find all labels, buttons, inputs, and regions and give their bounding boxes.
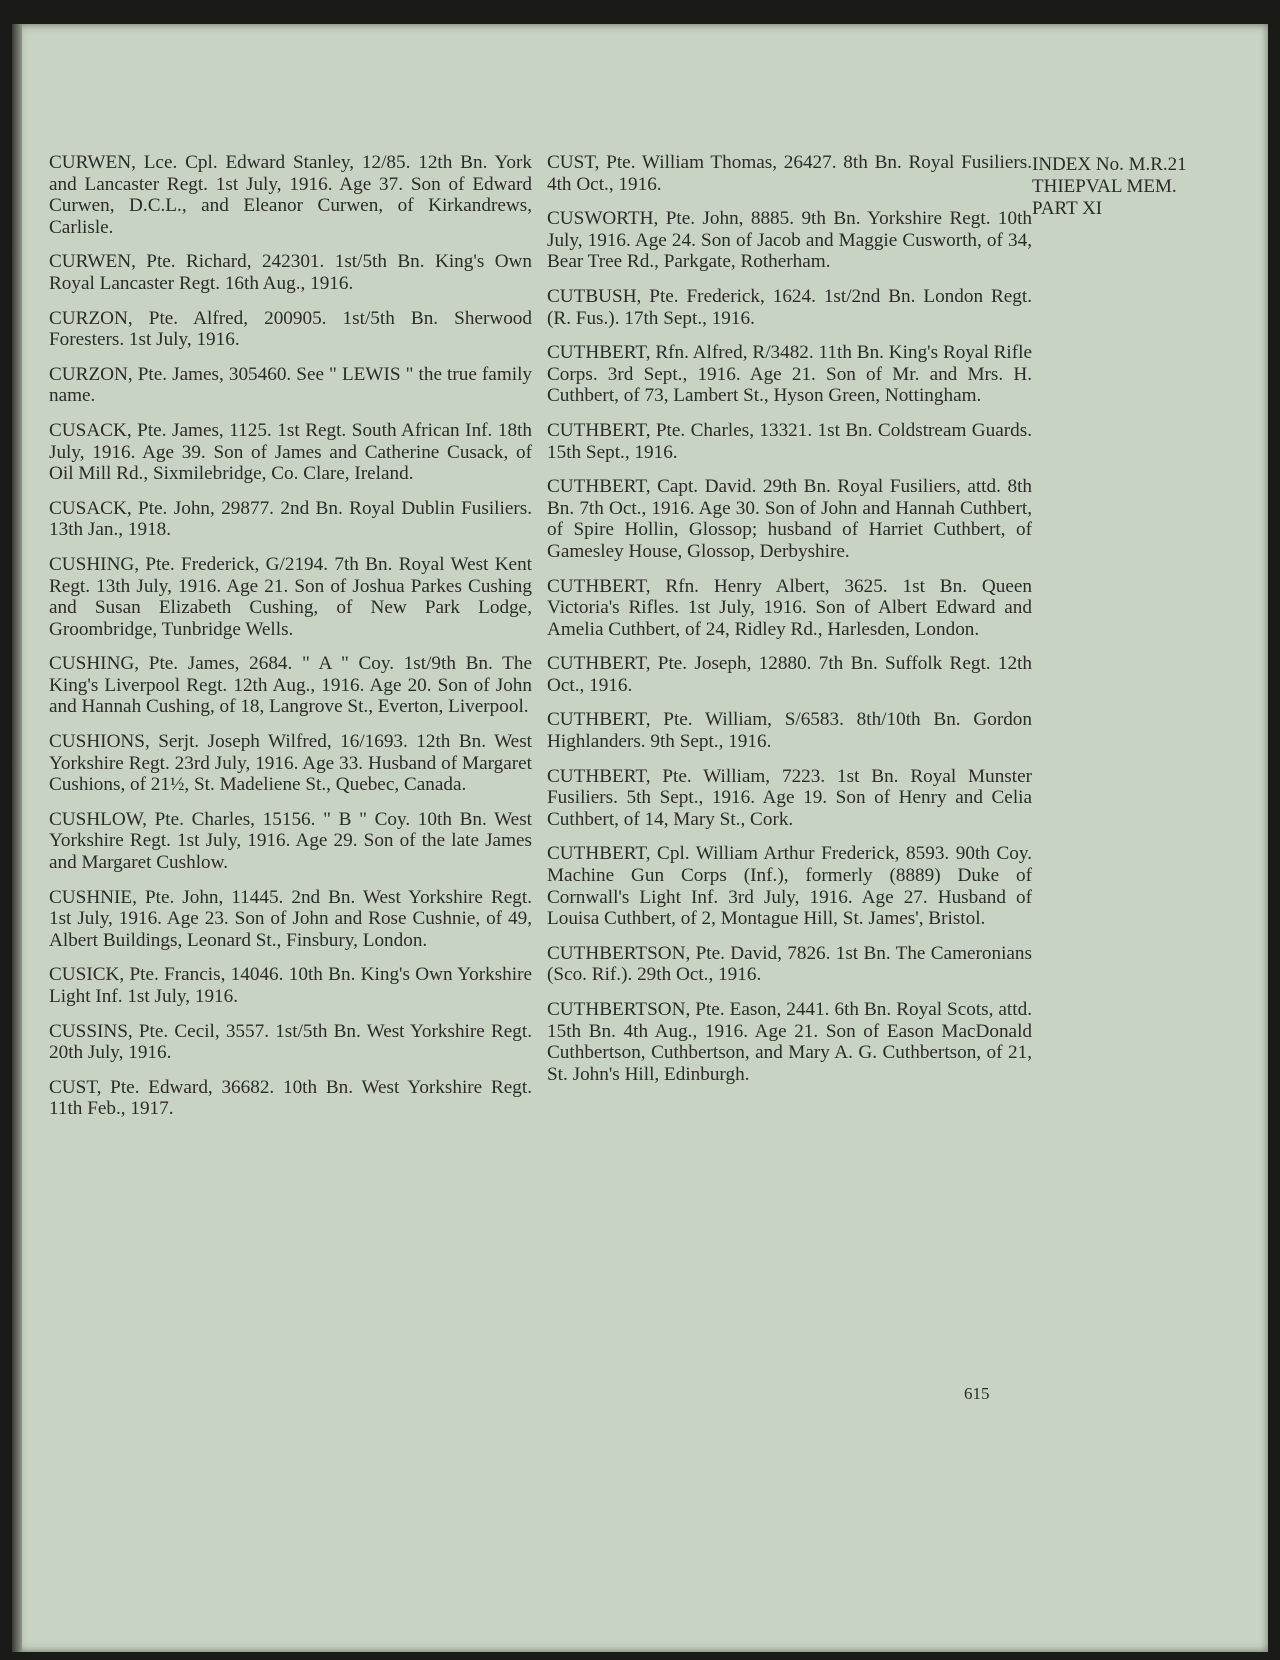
entry: CUTHBERTSON, Pte. David, 7826. 1st Bn. The Cameronians (Sco. Rif.). 29th Oct., 1916. bbox=[547, 942, 1032, 986]
entry: CUTHBERT, Pte. Joseph, 12880. 7th Bn. Suffolk Regt. 12th Oct., 1916. bbox=[547, 653, 1032, 696]
entry: CUSHNIE, Pte. John, 11445. 2nd Bn. West Yorkshire Regt. 1st July, 1916. Age 23. Son of John and Rose Cushnie, of 49, Albert Buildings, Leonard St., Finsbury, London. bbox=[49, 886, 532, 951]
entry: CUSSINS, Pte. Cecil, 3557. 1st/5th Bn. West Yorkshire Regt. 20th July, 1916. bbox=[49, 1020, 532, 1064]
entry: CUTHBERT, Pte. William, 7223. 1st Bn. Royal Munster Fusiliers. 5th Sept., 1916. Age 19. Son of Henry and Celia Cuthbert, of 14, Mary St., Cork. bbox=[547, 765, 1032, 830]
entry: CURWEN, Lce. Cpl. Edward Stanley, 12/85. 12th Bn. York and Lancaster Regt. 1st July, 1916. Age 37. Son of Edward Curwen, D.C.L., and Eleanor Curwen, of Kirkandrews, Carlisle. bbox=[49, 152, 532, 238]
part-number: PART XI bbox=[1032, 198, 1103, 219]
entry: CUSACK, Pte. John, 29877. 2nd Bn. Royal Dublin Fusiliers. 13th Jan., 1918. bbox=[49, 497, 532, 541]
document-page bbox=[12, 24, 1268, 1652]
entry: CUTHBERT, Capt. David. 29th Bn. Royal Fusiliers, attd. 8th Bn. 7th Oct., 1916. Age 30. Son of John and Hannah Cuthbert, of Spire Hollin, Glossop; husband of Harriet Cuthbert, of Gamesley House, Glossop, Derbyshire. bbox=[547, 476, 1032, 562]
entry: CUSHIONS, Serjt. Joseph Wilfred, 16/1693. 12th Bn. West Yorkshire Regt. 23rd July, 1916. Age 33. Husband of Margaret Cushions, of 21½, St. Madeliene St., Quebec, Canada. bbox=[49, 731, 532, 796]
entry: CUTHBERT, Pte. Charles, 13321. 1st Bn. Coldstream Guards. 15th Sept., 1916. bbox=[547, 419, 1032, 463]
entry: CUST, Pte. Edward, 36682. 10th Bn. West Yorkshire Regt. 11th Feb., 1917. bbox=[49, 1076, 532, 1120]
entry: CUSHING, Pte. Frederick, G/2194. 7th Bn. Royal West Kent Regt. 13th July, 1916. Age 21. Son of Joshua Parkes Cushing and Susan Elizabeth Cushing, of New Park Lodge, Groombridge, Tunbridge Wells. bbox=[49, 553, 532, 640]
entry: CUTBUSH, Pte. Frederick, 1624. 1st/2nd Bn. London Regt. (R. Fus.). 17th Sept., 1916. bbox=[547, 285, 1032, 329]
memorial-name: THIEPVAL MEM. bbox=[1032, 176, 1177, 197]
entry: CUTHBERTSON, Pte. Eason, 2441. 6th Bn. Royal Scots, attd. 15th Bn. 4th Aug., 1916. Age 21. Son of Eason MacDonald Cuthbertson, Cuthbertson, and Mary A. G. Cuthbertson, of 21, St. John's Hill, Edinburgh. bbox=[547, 999, 1032, 1085]
entry: CUTHBERT, Cpl. William Arthur Frederick, 8593. 90th Coy. Machine Gun Corps (Inf.), formerly (8889) Duke of Cornwall's Light Inf. 3rd July, 1916. Age 27. Husband of Louisa Cuthbert, of 2, Montague Hill, St. James', Bristol. bbox=[547, 843, 1032, 930]
entry: CUSHING, Pte. James, 2684. " A " Coy. 1st/9th Bn. The King's Liverpool Regt. 12th Aug., 1916. Age 20. Son of John and Hannah Cushing, of 18, Langrove St., Everton, Liverpool. bbox=[49, 653, 532, 718]
entry: CUSICK, Pte. Francis, 14046. 10th Bn. King's Own Yorkshire Light Inf. 1st July, 1916. bbox=[49, 964, 532, 1007]
entry: CUSACK, Pte. James, 1125. 1st Regt. South African Inf. 18th July, 1916. Age 39. Son of James and Catherine Cusack, of Oil Mill Rd., Sixmilebridge, Co. Clare, Ireland. bbox=[49, 419, 532, 485]
index-number: INDEX No. M.R.21 bbox=[1032, 154, 1187, 175]
book-spine-shadow bbox=[12, 24, 22, 1652]
entry: CUSWORTH, Pte. John, 8885. 9th Bn. Yorkshire Regt. 10th July, 1916. Age 24. Son of Jacob and Maggie Cusworth, of 34, Bear Tree Rd., Parkgate, Rotherham. bbox=[547, 208, 1032, 273]
entry: CURZON, Pte. Alfred, 200905. 1st/5th Bn. Sherwood Foresters. 1st July, 1916. bbox=[49, 307, 532, 351]
middle-column bbox=[547, 152, 1032, 1098]
entry: CURWEN, Pte. Richard, 242301. 1st/5th Bn. King's Own Royal Lancaster Regt. 16th Aug., 1916. bbox=[49, 251, 532, 294]
entry: CURZON, Pte. James, 305460. See " LEWIS " the true family name. bbox=[49, 363, 532, 407]
entry: CUTHBERT, Rfn. Alfred, R/3482. 11th Bn. King's Royal Rifle Corps. 3rd Sept., 1916. Age 21. Son of Mr. and Mrs. H. Cuthbert, of 73, Lambert St., Hyson Green, Nottingham. bbox=[547, 342, 1032, 407]
entry: CUTHBERT, Rfn. Henry Albert, 3625. 1st Bn. Queen Victoria's Rifles. 1st July, 1916. Son of Albert Edward and Amelia Cuthbert, of 24, Ridley Rd., Harlesden, London. bbox=[547, 575, 1032, 640]
entry: CUSHLOW, Pte. Charles, 15156. " B " Coy. 10th Bn. West Yorkshire Regt. 1st July, 1916. Age 29. Son of the late James and Margaret Cushlow. bbox=[49, 808, 532, 874]
index-reference bbox=[1032, 154, 1252, 220]
left-column bbox=[49, 152, 532, 1133]
entry: CUST, Pte. William Thomas, 26427. 8th Bn. Royal Fusiliers. 4th Oct., 1916. bbox=[547, 152, 1032, 195]
page-number: 615 bbox=[964, 1384, 990, 1403]
entry: CUTHBERT, Pte. William, S/6583. 8th/10th Bn. Gordon Highlanders. 9th Sept., 1916. bbox=[547, 709, 1032, 753]
